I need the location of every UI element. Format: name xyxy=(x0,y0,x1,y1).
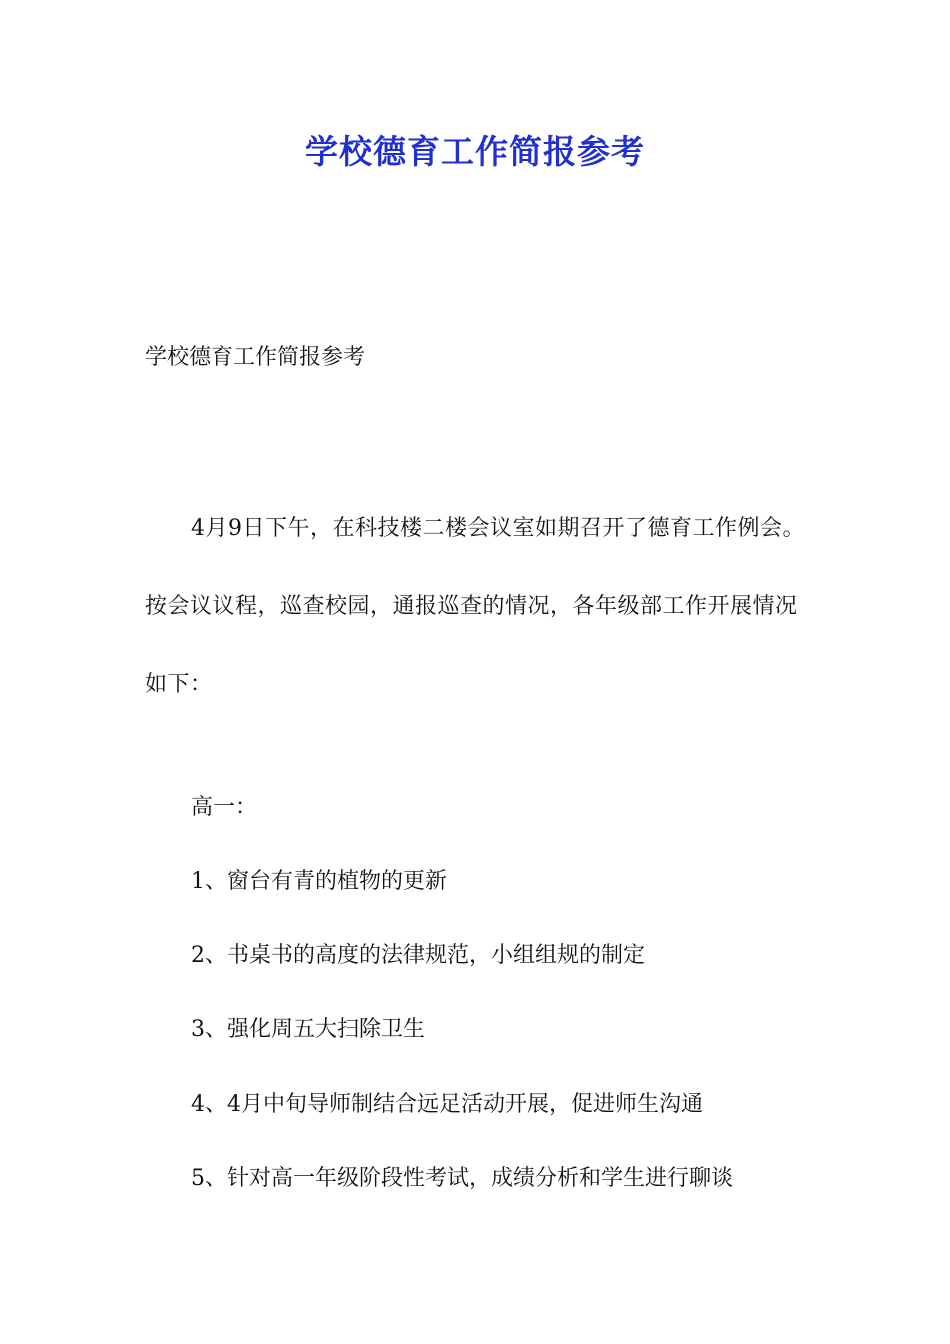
list-item: 3、强化周五大扫除卫生 xyxy=(191,1017,425,1042)
document-subtitle: 学校德育工作简报参考 xyxy=(145,345,366,370)
list-item: 5、针对高一年级阶段性考试，成绩分析和学生进行聊谈 xyxy=(191,1166,733,1191)
document-title: 学校德育工作简报参考 xyxy=(305,132,645,171)
list-item: 4、4月中旬导师制结合远足活动开展，促进师生沟通 xyxy=(191,1092,703,1117)
intro-paragraph: 4月9日下午，在科技楼二楼会议室如期召开了德育工作例会。按会议议程，巡查校园，通报巡查的情况，各年级部工作开展情况如下： xyxy=(145,516,805,697)
section-heading: 高一： xyxy=(191,795,258,820)
list-item: 2、书桌书的高度的法律规范，小组组规的制定 xyxy=(191,943,645,968)
list-item: 1、窗台有青的植物的更新 xyxy=(191,869,447,894)
